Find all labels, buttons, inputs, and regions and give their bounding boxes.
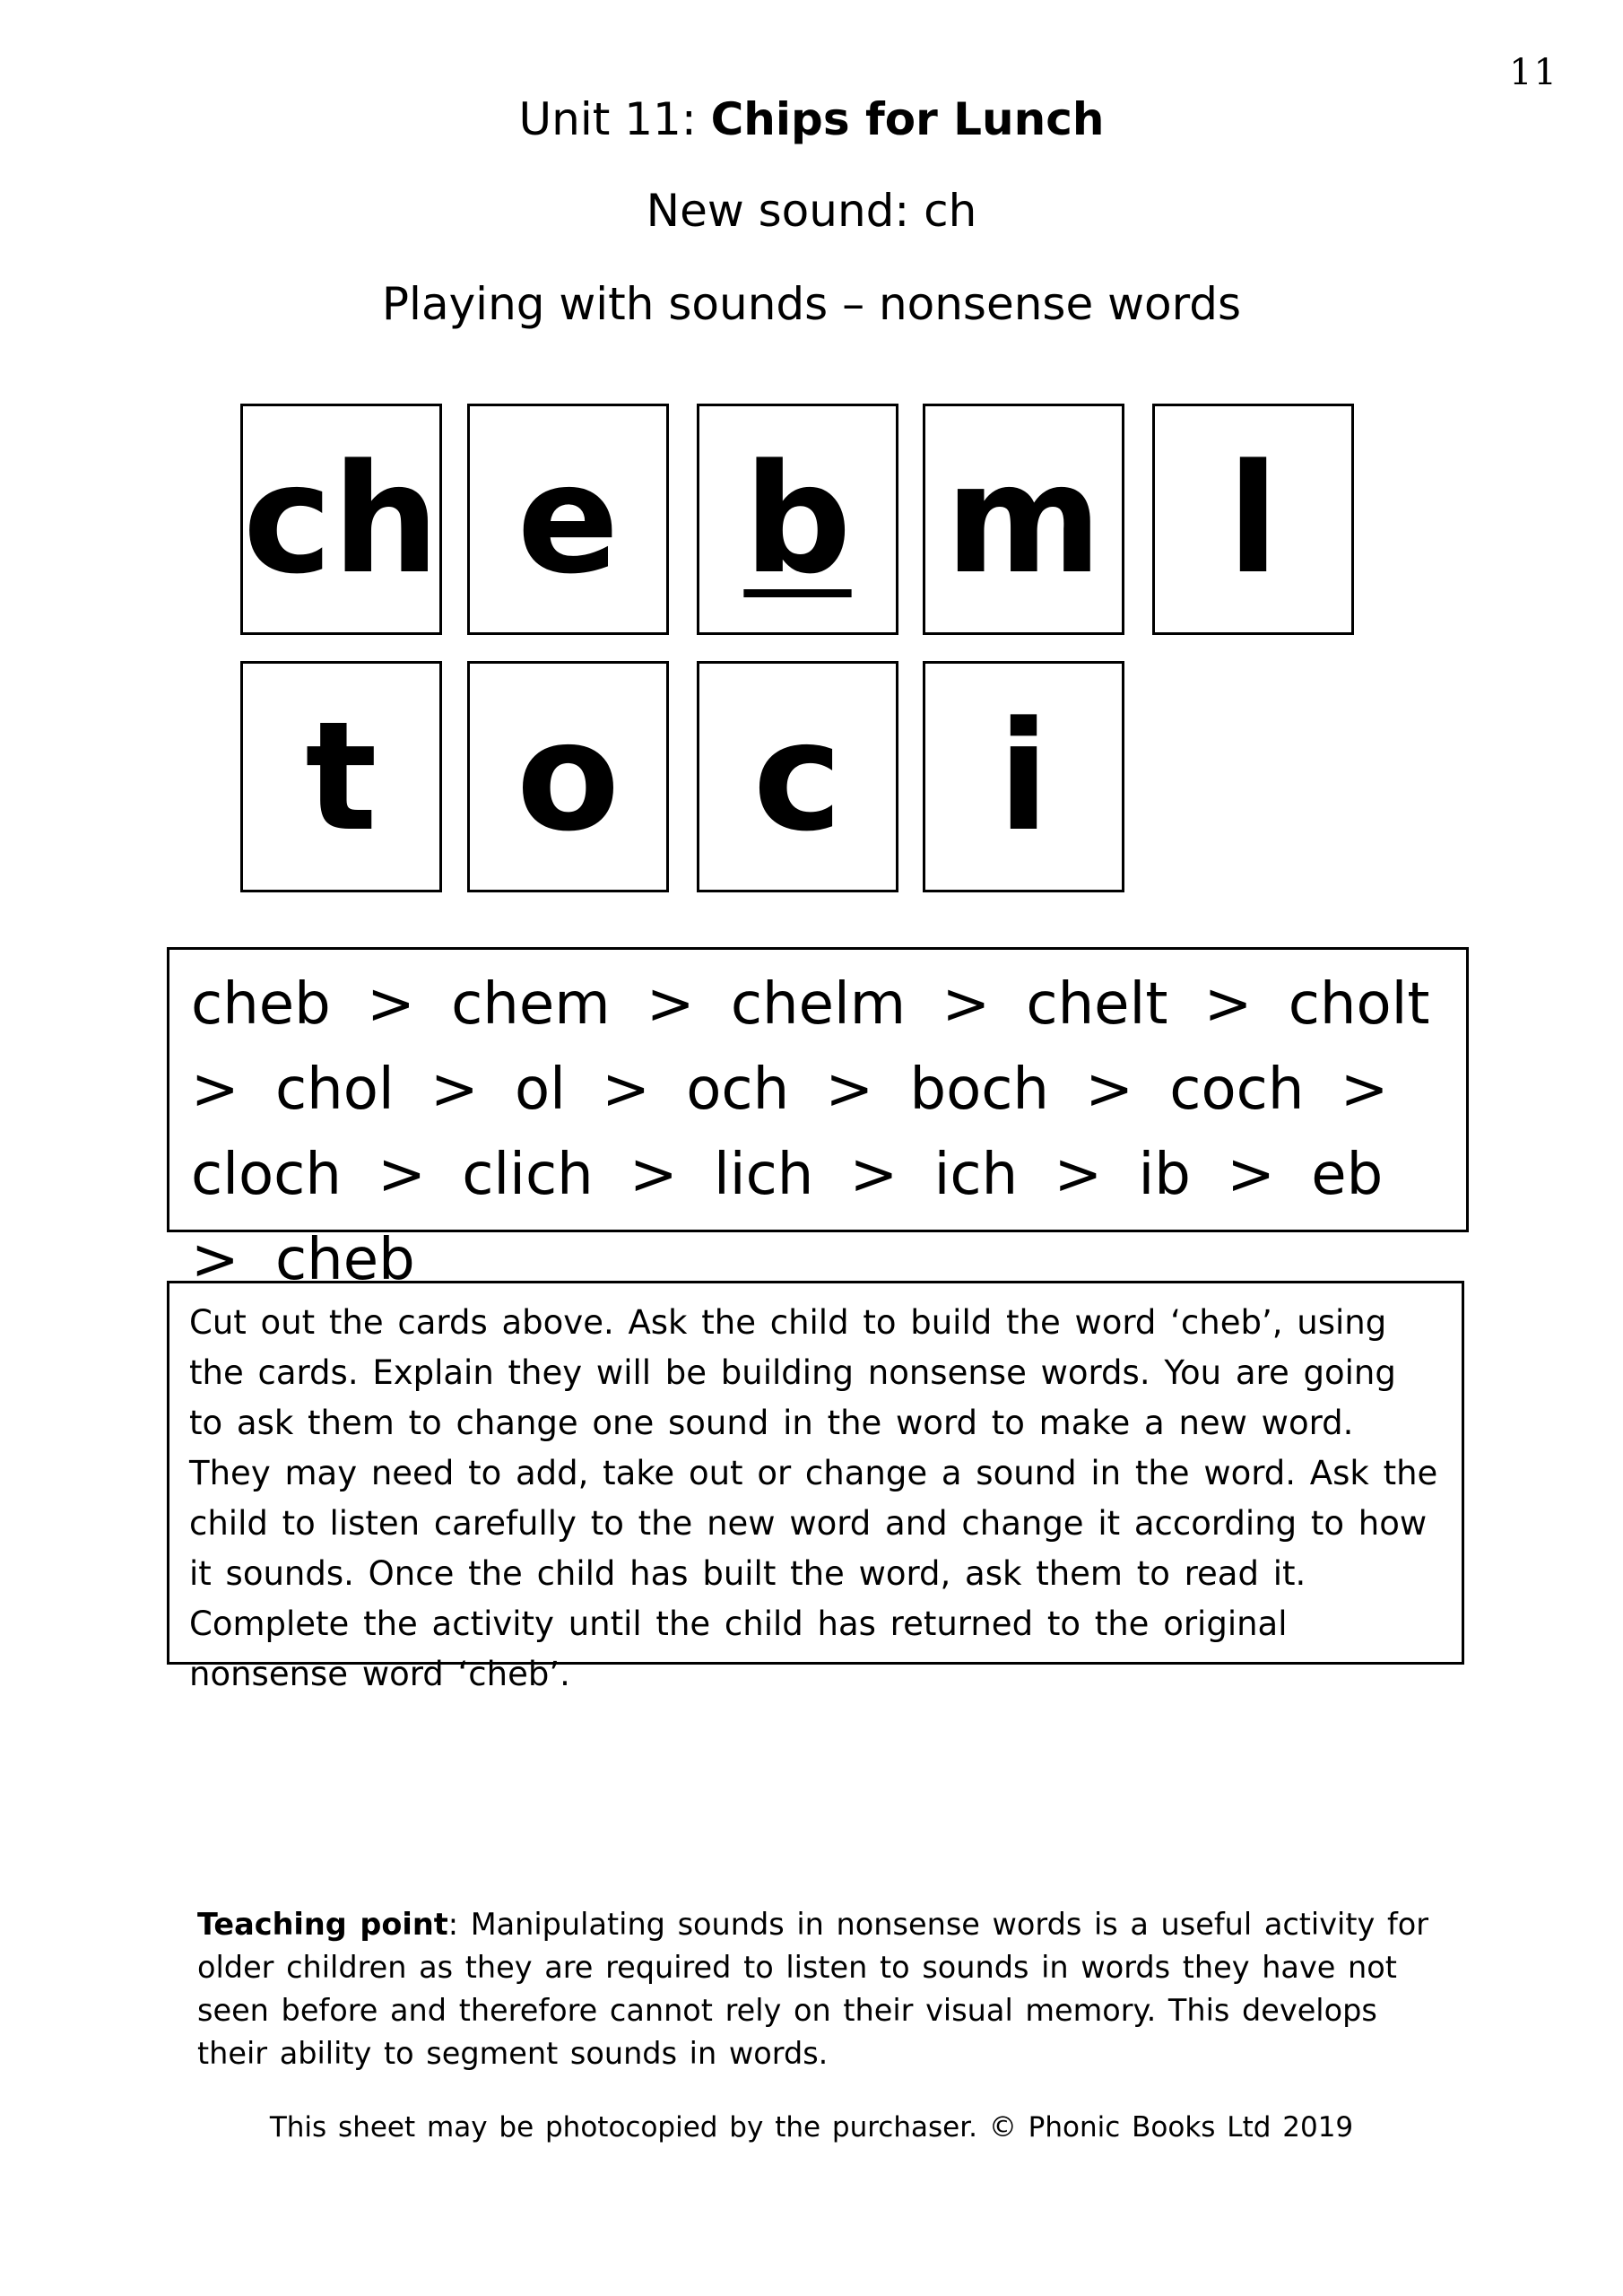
instructions-box [167,1281,1464,1693]
letter-card-l [1152,404,1354,635]
letter-card-i [923,661,1124,892]
activity-subtitle: Playing with sounds – nonsense words [381,278,1242,330]
page-number: 11 [1509,52,1558,93]
card-letter: m [944,431,1103,607]
card-letter: ch [242,431,440,607]
new-sound-line: New sound: ch [646,185,977,237]
card-letter: c [752,689,843,865]
letter-card-e [467,404,669,635]
card-letter: l [1227,431,1280,607]
card-letter: e [516,431,620,607]
letter-card-t [240,661,442,892]
teaching-point-label: Teaching point [197,1907,448,1942]
letter-card-ch [240,404,442,635]
letter-card-m [923,404,1124,635]
copyright-footer: This sheet may be photocopied by the purchaser. © Phonic Books Ltd 2019 [269,2111,1354,2144]
unit-label: Unit 11: [518,93,711,145]
page-title [0,93,1623,145]
story-title: Chips for Lunch [710,93,1105,145]
word-chain-text: cheb > chem > chelm > chelt > cholt > chol > ol > och > boch > coch > cloch > clich > lich > ich > ib > eb > cheb [191,971,1430,1293]
letter-card-o [467,661,669,892]
card-letter: b [743,431,852,607]
card-letter: o [516,689,621,865]
teaching-point [197,1903,1444,2075]
card-letter: t [305,689,378,865]
card-letter: i [997,689,1050,865]
letter-card-c [697,661,898,892]
word-chain-box [167,947,1469,1293]
teaching-point-text: : Manipulating sounds in nonsense words is a useful activity for older children as they are required to listen to sounds in words they have not seen before and therefore cannot rely on their visual memory. This develops their ability to segment sounds in words. [197,1907,1429,2071]
letter-card-b [697,404,898,635]
instructions-text: Cut out the cards above. Ask the child to build the word ‘cheb’, using the cards. Explain they will be building nonsense words. You are going to ask them to change one sound in the word to make a new word. They may need to add, take out or change a sound in the word. Ask the child to listen carefully to the new word and change it according to how it sounds. Once the child has built the word, ask them to read it. Complete the activity until the child has returned to the original nonsense word ‘cheb’. [189,1303,1438,1693]
